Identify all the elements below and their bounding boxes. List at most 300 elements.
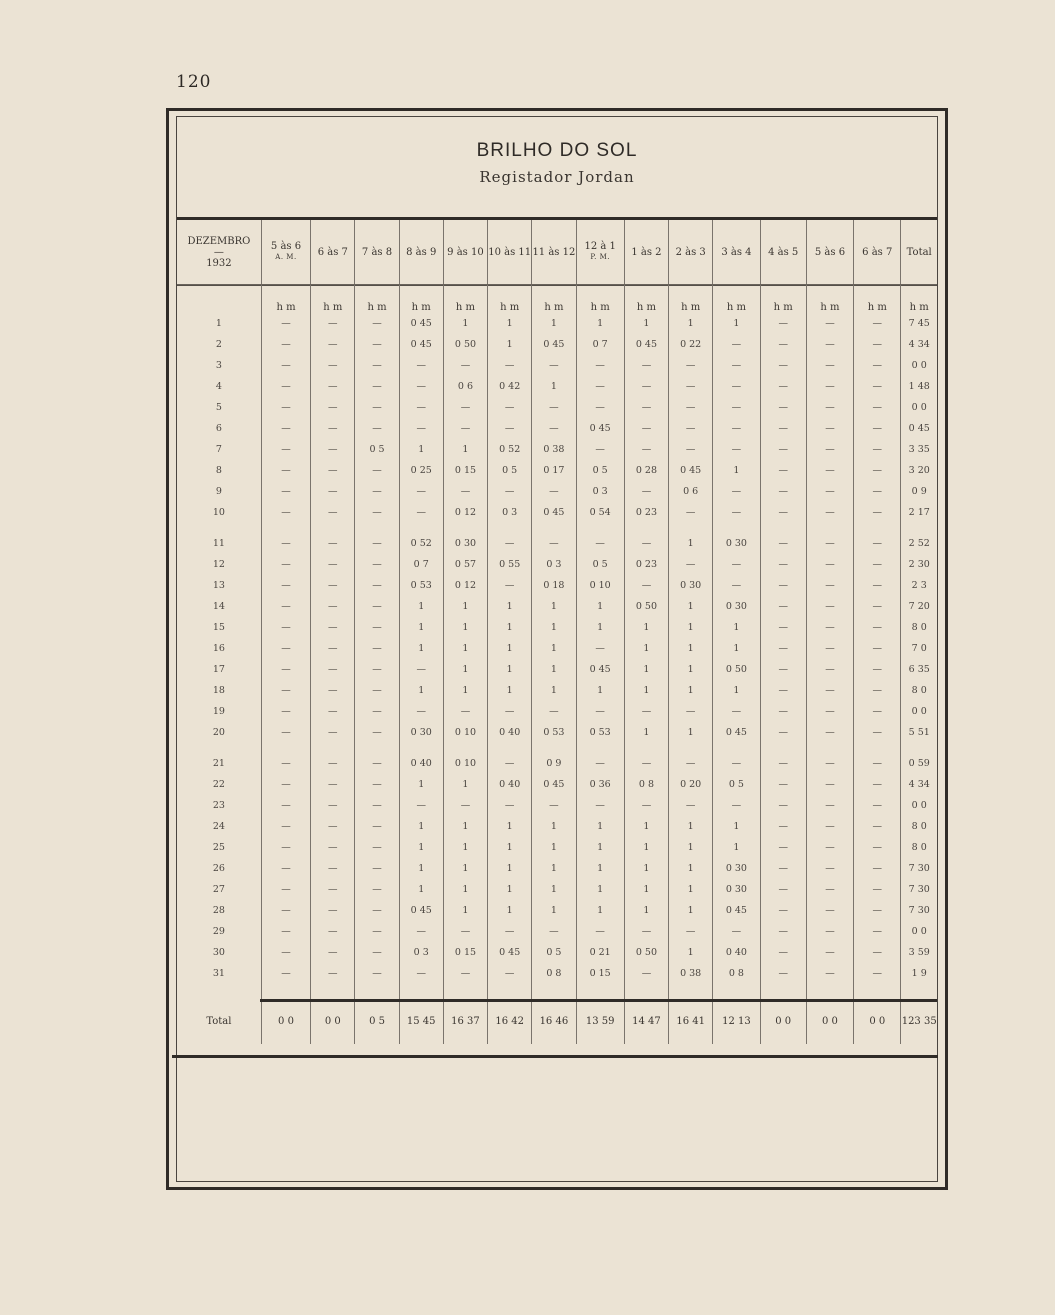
hour-cell: — [760, 334, 806, 355]
column-header: 2 às 3 [669, 220, 713, 285]
page-subtitle: Registador Jordan [479, 168, 635, 186]
hour-cell: — [806, 355, 853, 376]
hour-cell: — [806, 575, 853, 596]
day-total-cell: 0 9 [901, 481, 937, 502]
table-row [177, 900, 937, 921]
hour-cell: 0 5 [713, 774, 760, 795]
hour-cell: — [311, 701, 355, 722]
day-cell: 5 [215, 402, 222, 413]
hour-cell: 1 [399, 879, 443, 900]
hour-cell: — [532, 481, 576, 502]
hour-cell: — [806, 334, 853, 355]
unit-label: h m [443, 285, 487, 314]
day-cell: 22 [212, 779, 225, 790]
day-cell: 11 [212, 538, 225, 549]
table-row [177, 376, 937, 397]
hour-cell: 0 30 [713, 533, 760, 554]
hour-cell: — [311, 355, 355, 376]
day-total-cell: 6 35 [901, 659, 937, 680]
day-total-cell: 1 48 [901, 376, 937, 397]
hour-cell: — [355, 753, 399, 774]
day-total-cell: 7 30 [901, 879, 937, 900]
hour-cell: — [713, 795, 760, 816]
hour-cell: 1 [624, 816, 668, 837]
hour-cell: 0 6 [669, 481, 713, 502]
hour-cell: 0 45 [399, 334, 443, 355]
hour-cell: — [311, 334, 355, 355]
hour-cell: — [854, 774, 901, 795]
day-total-cell: 7 20 [901, 596, 937, 617]
hour-cell: — [713, 397, 760, 418]
hour-cell: 0 45 [399, 900, 443, 921]
hour-cell: — [713, 334, 760, 355]
day-total-cell: 7 30 [901, 900, 937, 921]
hour-cell: — [806, 900, 853, 921]
day-total-cell: 0 0 [901, 701, 937, 722]
hour-cell: 1 [576, 858, 624, 879]
hour-cell: — [806, 879, 853, 900]
hour-cell: 0 40 [488, 774, 532, 795]
period-header: DEZEMBRO — 1932 [177, 220, 261, 285]
hour-cell: — [261, 774, 310, 795]
table-row [177, 418, 937, 439]
hour-cell: — [576, 795, 624, 816]
column-header: 11 às 12 [532, 220, 576, 285]
hour-cell: 1 [713, 313, 760, 334]
hour-cell: — [261, 753, 310, 774]
hour-cell: — [488, 575, 532, 596]
hour-cell: 1 [713, 638, 760, 659]
hour-cell: 1 [443, 659, 487, 680]
hour-cell: — [806, 460, 853, 481]
day-total-cell: 2 17 [901, 502, 937, 523]
hour-cell: — [760, 376, 806, 397]
hour-cell: — [261, 376, 310, 397]
hour-cell: — [576, 921, 624, 942]
hour-cell: — [261, 418, 310, 439]
hour-cell: — [576, 533, 624, 554]
hour-cell: — [261, 816, 310, 837]
hour-cell: — [355, 837, 399, 858]
hour-cell: — [261, 439, 310, 460]
hour-cell: — [261, 638, 310, 659]
hour-cell: — [576, 376, 624, 397]
total-cell: 16 41 [669, 998, 713, 1044]
total-top-rule [260, 999, 937, 1002]
hour-cell: — [806, 795, 853, 816]
total-cell: 16 37 [443, 998, 487, 1044]
hour-cell: 0 30 [399, 722, 443, 743]
unit-label: h m [488, 285, 532, 314]
hour-cell: 0 40 [399, 753, 443, 774]
hour-cell: — [713, 701, 760, 722]
hour-cell: — [854, 313, 901, 334]
hour-cell: — [624, 418, 668, 439]
hour-cell: 1 [576, 313, 624, 334]
hour-cell: — [355, 481, 399, 502]
hour-cell: — [806, 701, 853, 722]
hour-cell: — [806, 753, 853, 774]
column-header: 8 às 9 [399, 220, 443, 285]
hour-cell: — [443, 481, 487, 502]
hour-cell: — [311, 502, 355, 523]
day-total-cell: 0 0 [901, 921, 937, 942]
hour-cell: — [854, 858, 901, 879]
day-total-cell: 7 45 [901, 313, 937, 334]
hour-cell: — [399, 659, 443, 680]
day-total-cell: 3 20 [901, 460, 937, 481]
total-bottom-rule [172, 1055, 938, 1058]
hour-cell: 0 17 [532, 460, 576, 481]
hour-cell: 1 [669, 313, 713, 334]
hour-cell: 1 [532, 376, 576, 397]
hour-cell: 0 10 [443, 722, 487, 743]
column-header: 6 às 7 [311, 220, 355, 285]
hour-cell: — [261, 963, 310, 984]
hour-cell: 0 50 [624, 942, 668, 963]
hour-cell: — [760, 879, 806, 900]
hour-cell: 0 45 [669, 460, 713, 481]
hour-cell: — [576, 397, 624, 418]
hour-cell: — [854, 439, 901, 460]
hour-cell: — [760, 554, 806, 575]
hour-cell: — [261, 701, 310, 722]
hour-cell: — [669, 921, 713, 942]
hour-cell: — [760, 397, 806, 418]
hour-cell: — [311, 376, 355, 397]
table-row [177, 701, 937, 722]
hour-cell: — [854, 334, 901, 355]
hour-cell: 0 50 [443, 334, 487, 355]
hour-cell: 0 23 [624, 502, 668, 523]
hour-cell: — [760, 816, 806, 837]
hour-cell: 0 30 [713, 879, 760, 900]
hour-cell: 1 [713, 680, 760, 701]
hour-cell: — [760, 701, 806, 722]
hour-cell: — [713, 439, 760, 460]
hour-cell: 0 45 [624, 334, 668, 355]
hour-cell: — [355, 596, 399, 617]
hour-cell: — [760, 313, 806, 334]
day-cell: 7 [215, 444, 222, 455]
hour-cell: — [261, 575, 310, 596]
column-header: 9 às 10 [443, 220, 487, 285]
hour-cell: — [355, 795, 399, 816]
hour-cell: 1 [624, 722, 668, 743]
hour-cell: — [624, 921, 668, 942]
hour-cell: — [624, 397, 668, 418]
hour-cell: — [760, 680, 806, 701]
hour-cell: — [261, 502, 310, 523]
hour-cell: 0 45 [713, 722, 760, 743]
hour-cell: 1 [713, 617, 760, 638]
hour-cell: — [760, 502, 806, 523]
hour-cell: 1 [624, 879, 668, 900]
hour-cell: 0 8 [624, 774, 668, 795]
hour-cell: — [713, 575, 760, 596]
hour-cell: 0 12 [443, 575, 487, 596]
table-row [177, 617, 937, 638]
hour-cell: — [760, 596, 806, 617]
table-row [177, 680, 937, 701]
hour-cell: — [355, 701, 399, 722]
hour-cell: — [624, 575, 668, 596]
hour-cell: — [624, 795, 668, 816]
hour-cell: — [532, 701, 576, 722]
hour-cell: — [669, 795, 713, 816]
hour-cell: — [624, 481, 668, 502]
hour-cell: 1 [443, 858, 487, 879]
hour-cell: — [532, 795, 576, 816]
hour-cell: — [311, 795, 355, 816]
hour-cell: 1 [488, 816, 532, 837]
day-cell: 4 [215, 381, 222, 392]
hour-cell: 1 [624, 617, 668, 638]
hour-cell: — [443, 963, 487, 984]
day-cell: 27 [212, 884, 225, 895]
hour-cell: 1 [443, 816, 487, 837]
hour-cell: — [311, 659, 355, 680]
totals-row [177, 998, 937, 1044]
day-cell: 6 [215, 423, 222, 434]
hour-cell: 0 5 [488, 460, 532, 481]
hour-cell: 1 [399, 439, 443, 460]
day-cell: 19 [212, 706, 225, 717]
hour-cell: — [488, 533, 532, 554]
hour-cell: — [760, 722, 806, 743]
hour-cell: — [355, 774, 399, 795]
hour-cell: 1 [399, 638, 443, 659]
total-cell: 0 0 [760, 998, 806, 1044]
hour-cell: — [355, 617, 399, 638]
hour-cell: — [760, 439, 806, 460]
hour-cell: — [261, 879, 310, 900]
hour-cell: — [261, 659, 310, 680]
day-total-cell: 0 0 [901, 355, 937, 376]
day-total-cell: 2 3 [901, 575, 937, 596]
unit-label: h m [261, 285, 310, 314]
sunshine-table [177, 220, 937, 1044]
hour-cell: — [311, 481, 355, 502]
day-total-cell: 2 30 [901, 554, 937, 575]
hour-cell: 1 [488, 638, 532, 659]
hour-cell: 1 [488, 659, 532, 680]
hour-cell: — [311, 942, 355, 963]
hour-cell: — [355, 533, 399, 554]
day-total-cell: 2 52 [901, 533, 937, 554]
day-cell: 10 [212, 507, 225, 518]
column-header: 12 à 1 P. M. [576, 220, 624, 285]
table-row [177, 575, 937, 596]
hour-cell: 0 22 [669, 334, 713, 355]
hour-cell: — [443, 355, 487, 376]
day-total-cell: 8 0 [901, 617, 937, 638]
hour-cell: — [311, 837, 355, 858]
hour-cell: 0 38 [532, 439, 576, 460]
table-row [177, 722, 937, 743]
hour-cell: — [261, 313, 310, 334]
unit-label: h m [854, 285, 901, 314]
hour-cell: 0 9 [532, 753, 576, 774]
day-cell: 9 [215, 486, 222, 497]
hour-cell: 1 [532, 837, 576, 858]
hour-cell: 1 [532, 900, 576, 921]
hour-cell: — [760, 753, 806, 774]
hour-cell: — [261, 533, 310, 554]
hour-cell: — [355, 858, 399, 879]
day-total-cell: 0 0 [901, 795, 937, 816]
table-row [177, 313, 937, 334]
hour-cell: 0 7 [576, 334, 624, 355]
hour-cell: — [355, 659, 399, 680]
hour-cell: — [760, 355, 806, 376]
hour-cell: — [806, 397, 853, 418]
unit-label: h m [532, 285, 576, 314]
hour-cell: — [261, 596, 310, 617]
row-spacer [177, 743, 937, 753]
hour-cell: — [261, 617, 310, 638]
hour-cell: — [399, 397, 443, 418]
hour-cell: 0 45 [532, 774, 576, 795]
day-cell: 26 [212, 863, 225, 874]
day-total-cell: 7 0 [901, 638, 937, 659]
hour-cell: — [576, 753, 624, 774]
hour-cell: — [488, 701, 532, 722]
total-column-header: Total [901, 220, 937, 285]
hour-cell: — [713, 554, 760, 575]
table-row [177, 879, 937, 900]
hour-cell: — [854, 795, 901, 816]
hour-cell: 0 5 [532, 942, 576, 963]
hour-cell: — [760, 533, 806, 554]
units-row [177, 285, 937, 314]
hour-cell: — [760, 795, 806, 816]
table-row [177, 439, 937, 460]
row-spacer [177, 984, 937, 998]
hour-cell: — [624, 376, 668, 397]
hour-cell: — [311, 963, 355, 984]
day-cell: 28 [212, 905, 225, 916]
hour-cell: — [854, 554, 901, 575]
unit-label: h m [399, 285, 443, 314]
hour-cell: — [399, 921, 443, 942]
hour-cell: — [261, 722, 310, 743]
hour-cell: — [261, 481, 310, 502]
hour-cell: 1 [399, 680, 443, 701]
hour-cell: — [854, 963, 901, 984]
hour-cell: — [399, 795, 443, 816]
unit-label: h m [355, 285, 399, 314]
hour-cell: — [488, 963, 532, 984]
hour-cell: — [854, 502, 901, 523]
hour-cell: 1 [624, 837, 668, 858]
hour-cell: 0 45 [532, 502, 576, 523]
page-number: 120 [176, 72, 212, 92]
hour-cell: — [311, 596, 355, 617]
hour-cell: 1 [669, 900, 713, 921]
hour-cell: — [311, 460, 355, 481]
hour-cell: 0 15 [576, 963, 624, 984]
hour-cell: — [532, 397, 576, 418]
table-row [177, 533, 937, 554]
hour-cell: 0 15 [443, 460, 487, 481]
unit-label: h m [624, 285, 668, 314]
table-row [177, 334, 937, 355]
hour-cell: — [311, 638, 355, 659]
hour-cell: — [399, 963, 443, 984]
totals-label: Total [206, 1015, 232, 1027]
hour-cell: 1 [576, 837, 624, 858]
hour-cell: 0 30 [443, 533, 487, 554]
hour-cell: — [669, 397, 713, 418]
hour-cell: — [806, 481, 853, 502]
page-title: BRILHO DO SOL [476, 140, 638, 161]
hour-cell: — [399, 481, 443, 502]
hour-cell: — [806, 837, 853, 858]
hour-cell: 1 [576, 617, 624, 638]
day-cell: 3 [215, 360, 222, 371]
hour-cell: 0 52 [488, 439, 532, 460]
unit-label: h m [713, 285, 760, 314]
hour-cell: 0 54 [576, 502, 624, 523]
table-row [177, 795, 937, 816]
hour-cell: 1 [669, 816, 713, 837]
day-total-cell: 8 0 [901, 816, 937, 837]
hour-cell: — [261, 795, 310, 816]
total-cell: 15 45 [399, 998, 443, 1044]
table-row [177, 774, 937, 795]
unit-label: h m [669, 285, 713, 314]
hour-cell: 0 7 [399, 554, 443, 575]
day-cell: 8 [215, 465, 222, 476]
hour-cell: — [806, 680, 853, 701]
hour-cell: — [669, 502, 713, 523]
day-cell: 12 [212, 559, 225, 570]
hour-cell: — [261, 942, 310, 963]
hour-cell: — [854, 355, 901, 376]
column-header: 3 às 4 [713, 220, 760, 285]
hour-cell: — [854, 533, 901, 554]
hour-cell: 1 [399, 837, 443, 858]
total-cell: 14 47 [624, 998, 668, 1044]
hour-cell: 1 [399, 816, 443, 837]
table-row [177, 963, 937, 984]
table-row [177, 837, 937, 858]
day-total-cell: 8 0 [901, 837, 937, 858]
hour-cell: — [854, 942, 901, 963]
table-row [177, 942, 937, 963]
day-cell: 20 [212, 727, 225, 738]
hour-cell: — [760, 617, 806, 638]
table-row [177, 460, 937, 481]
hour-cell: 0 53 [399, 575, 443, 596]
total-cell: 0 0 [854, 998, 901, 1044]
table-row [177, 397, 937, 418]
day-cell: 1 [215, 318, 222, 329]
hour-cell: — [443, 397, 487, 418]
hour-cell: 1 [624, 638, 668, 659]
hour-cell: 1 [488, 334, 532, 355]
hour-cell: 1 [669, 533, 713, 554]
hour-cell: 1 [488, 837, 532, 858]
hour-cell: — [399, 418, 443, 439]
hour-cell: 1 [488, 900, 532, 921]
column-header: 7 às 8 [355, 220, 399, 285]
hour-cell: — [488, 753, 532, 774]
hour-cell: — [854, 879, 901, 900]
day-total-cell: 3 35 [901, 439, 937, 460]
hour-cell: — [532, 355, 576, 376]
